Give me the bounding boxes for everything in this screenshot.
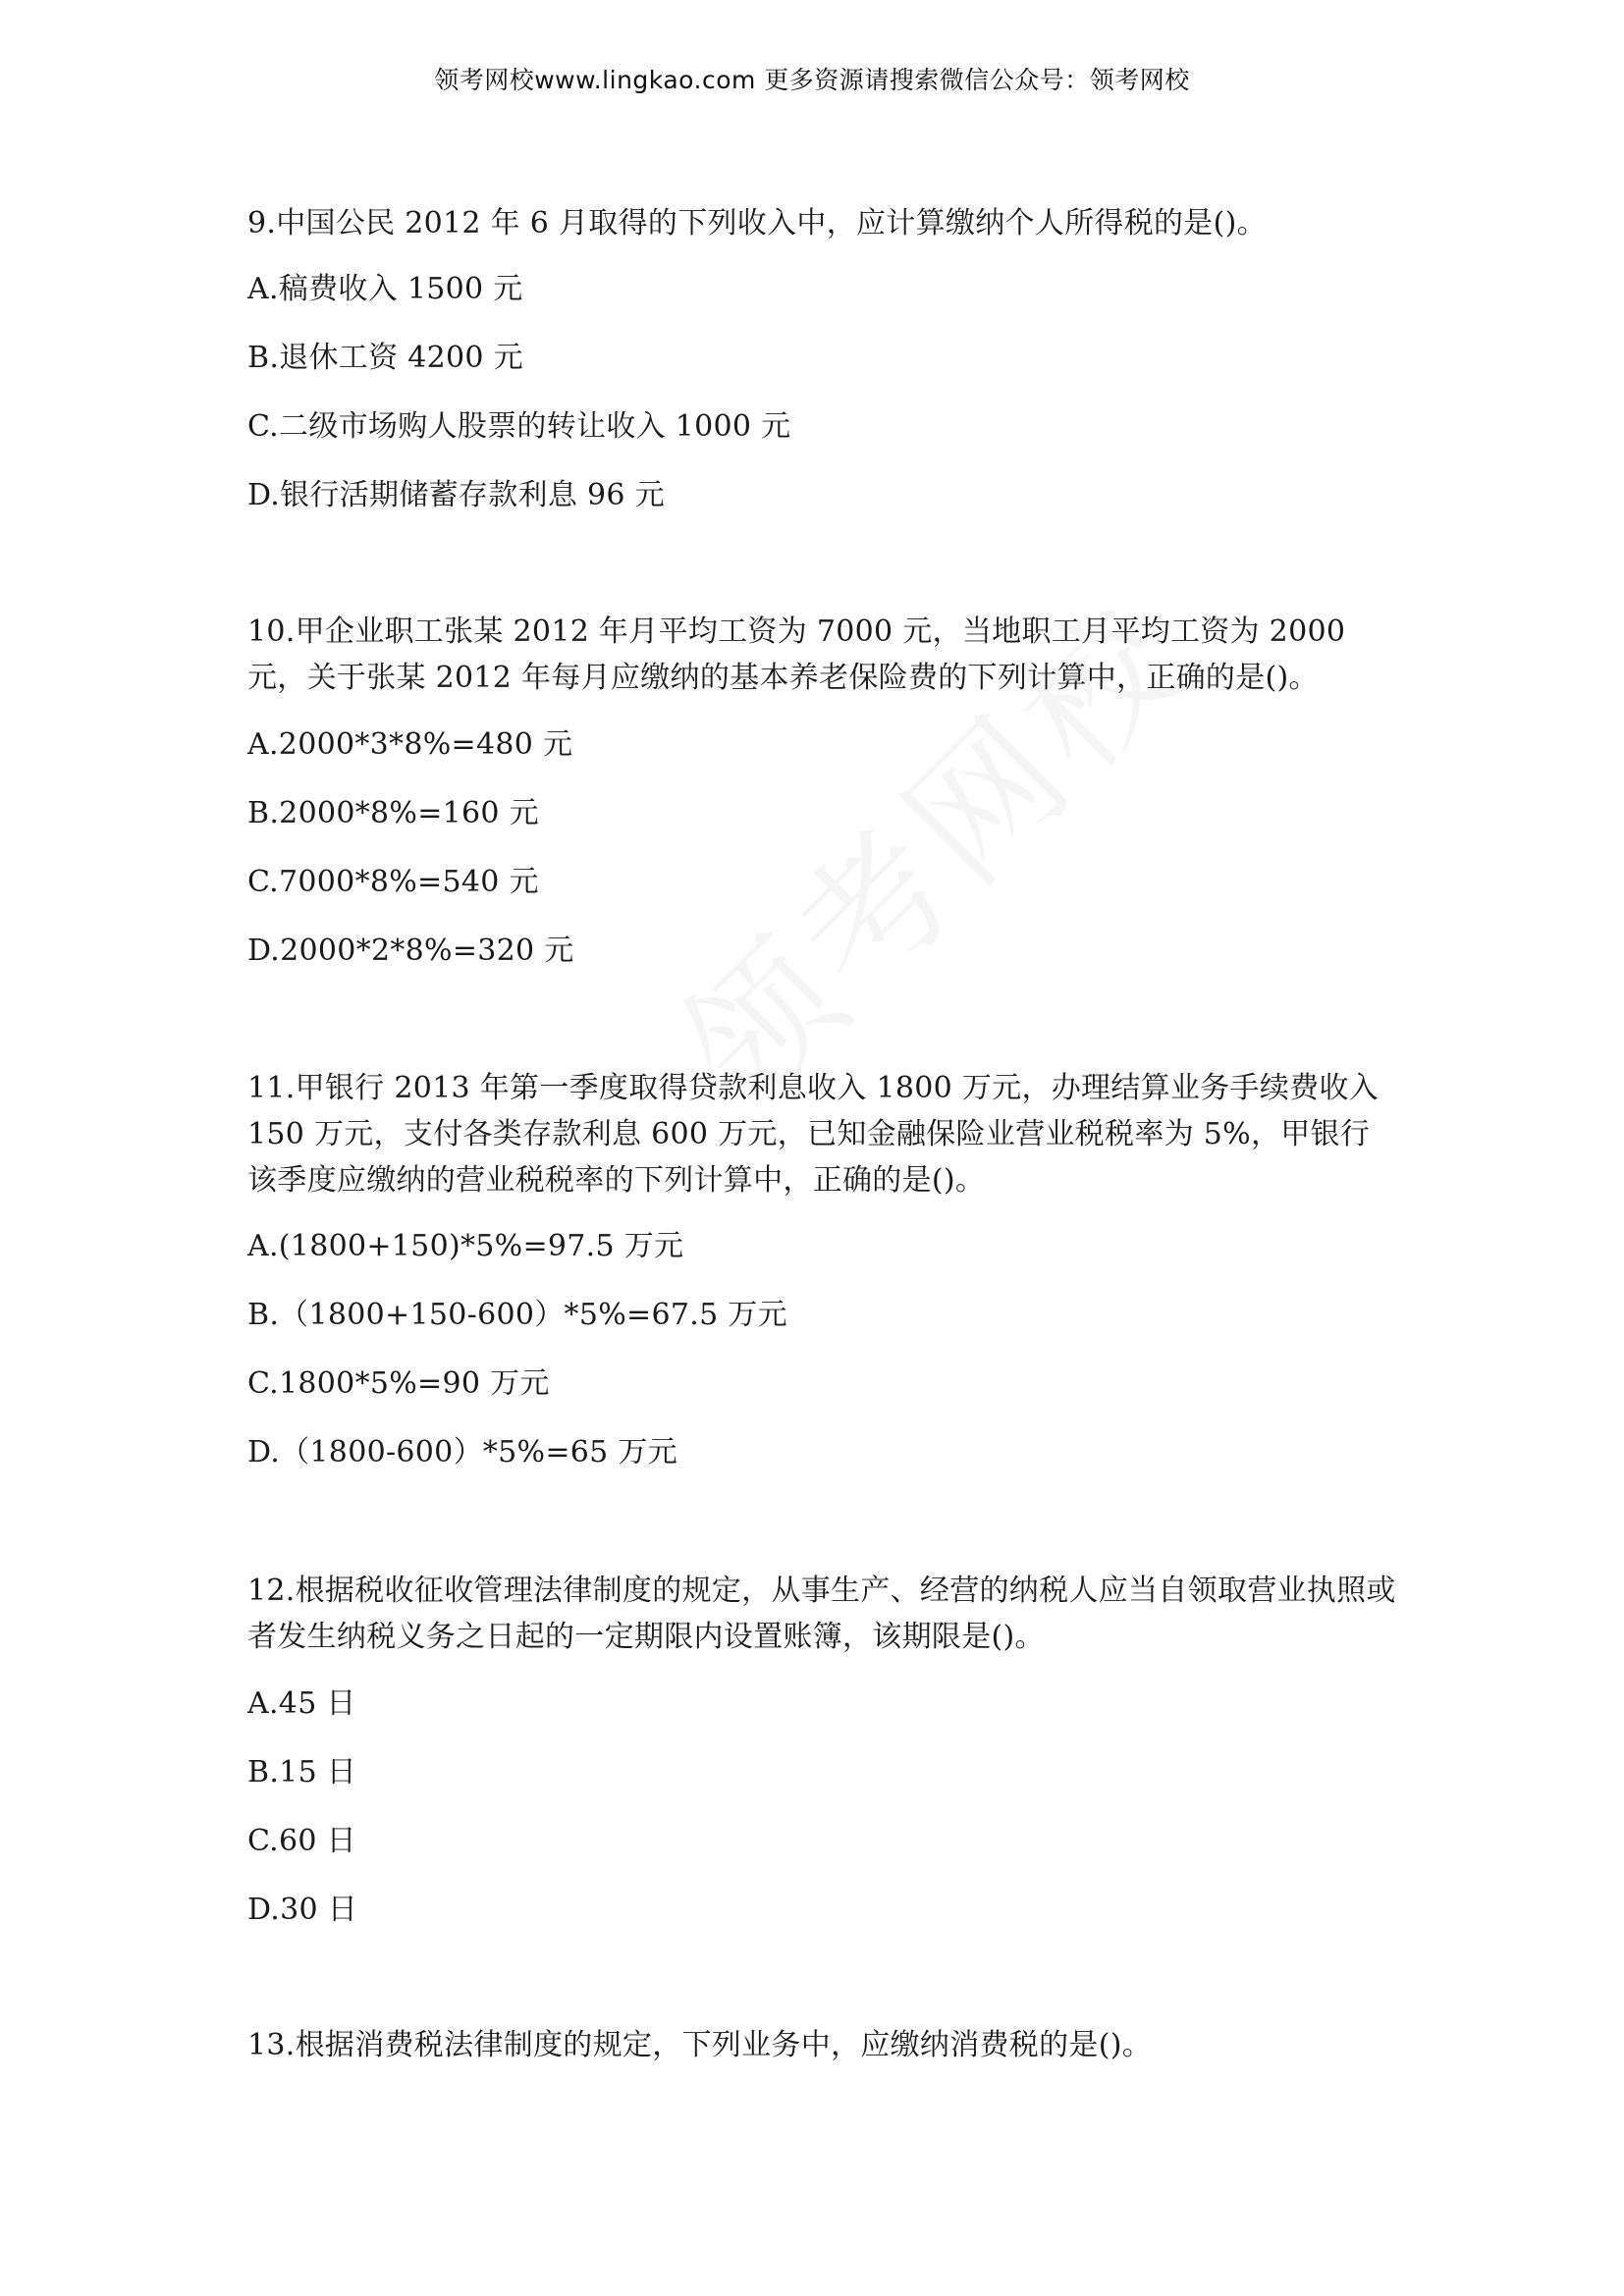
option-10-d: D.2000*2*8%=320 元	[247, 934, 574, 968]
option-12-c: C.60 日	[247, 1824, 356, 1858]
option-11-c: C.1800*5%=90 万元	[247, 1366, 550, 1401]
option-9-b: B.退休工资 4200 元	[247, 341, 523, 375]
option-10-b: B.2000*8%=160 元	[247, 796, 539, 830]
option-9-d: D.银行活期储蓄存款利息 96 元	[247, 478, 665, 512]
option-12-b: B.15 日	[247, 1755, 357, 1789]
question-stem-10: 10.甲企业职工张某 2012 年月平均工资为 7000 元，当地职工月平均工资为 2000 元，关于张某 2012 年每月应缴纳的基本养老保险费的下列计算中，正确的是()。	[247, 614, 1346, 695]
option-9-c: C.二级市场购人股票的转让收入 1000 元	[247, 409, 791, 444]
option-11-b: B.（1800+150-600）*5%=67.5 万元	[247, 1298, 787, 1332]
question-stem-11: 11.甲银行 2013 年第一季度取得贷款利息收入 1800 万元，办理结算业务手续费收入 150 万元，支付各类存款利息 600 万元，已知金融保险业营业税税率为 5%，甲银行该季度应缴纳的营业税税率的下列计算中，正确的是()。	[247, 1071, 1380, 1198]
option-12-d: D.30 日	[247, 1893, 358, 1927]
page-header: 领考网校www.lingkao.com 更多资源请搜索微信公众号：领考网校	[434, 66, 1190, 94]
option-11-d: D.（1800-600）*5%=65 万元	[247, 1435, 678, 1469]
question-stem-12: 12.根据税收征收管理法律制度的规定，从事生产、经营的纳税人应当自领取营业执照或者发生纳税义务之日起的一定期限内设置账簿，该期限是()。	[247, 1574, 1396, 1654]
option-12-a: A.45 日	[247, 1686, 356, 1721]
question-stem-13: 13.根据消费税法律制度的规定，下列业务中，应缴纳消费税的是()。	[247, 2028, 1153, 2062]
option-10-a: A.2000*3*8%=480 元	[247, 727, 573, 762]
option-11-a: A.(1800+150)*5%=97.5 万元	[247, 1229, 684, 1263]
question-stem-9: 9.中国公民 2012 年 6 月取得的下列收入中，应计算缴纳个人所得税的是()。	[247, 206, 1267, 240]
option-9-a: A.稿费收入 1500 元	[247, 272, 523, 306]
option-10-c: C.7000*8%=540 元	[247, 865, 539, 899]
